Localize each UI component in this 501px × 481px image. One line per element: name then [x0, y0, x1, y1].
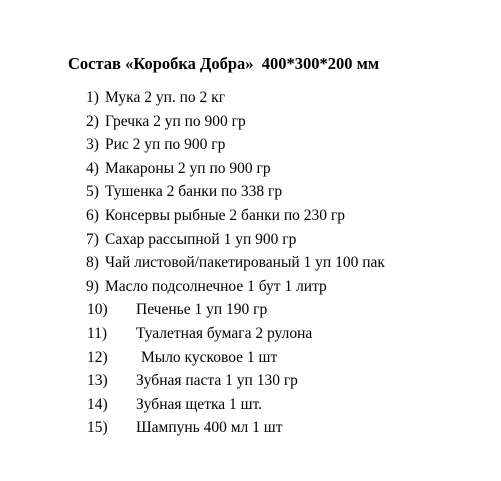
list-item-number: 10)	[87, 301, 108, 319]
contents-list	[0, 86, 501, 440]
list-item	[0, 346, 501, 370]
list-item	[0, 275, 501, 299]
list-item-text: Консервы рыбные 2 банки по 230 гр	[105, 206, 345, 224]
list-item-text: Мыло кусковое 1 шт	[141, 348, 278, 366]
list-item	[0, 298, 501, 322]
list-item	[0, 157, 501, 181]
list-item-number: 4)	[86, 159, 99, 177]
list-item-text: Шампунь 400 мл 1 шт	[136, 419, 283, 437]
list-item-text: Макароны 2 уп по 900 гр	[105, 159, 271, 177]
list-item-number: 11)	[87, 324, 108, 342]
list-item	[0, 393, 501, 417]
list-item	[0, 86, 501, 110]
list-item-text: Печенье 1 уп 190 гр	[136, 301, 268, 319]
list-item-text: Мука 2 уп. по 2 кг	[105, 89, 226, 106]
document-title: Состав «Коробка Добра» 400*300*200 мм	[68, 54, 380, 73]
list-item-number: 9)	[86, 277, 99, 295]
list-item	[0, 110, 501, 134]
list-item-number: 6)	[86, 206, 99, 224]
list-item-number: 3)	[86, 136, 99, 154]
list-item-number: 7)	[86, 230, 99, 248]
list-item	[0, 369, 501, 393]
list-item-text: Гречка 2 уп по 900 гр	[105, 112, 246, 130]
list-item	[0, 416, 501, 440]
list-item-number: 14)	[87, 395, 108, 413]
list-item	[0, 251, 501, 275]
list-item-number: 2)	[86, 112, 99, 130]
list-item	[0, 204, 501, 228]
list-item-text: Зубная паста 1 уп 130 гр	[136, 372, 298, 390]
list-item-number: 1)	[86, 89, 99, 106]
list-item-number: 13)	[87, 372, 108, 390]
list-item	[0, 180, 501, 204]
list-item-text: Тушенка 2 банки по 338 гр	[105, 183, 283, 201]
list-item-text: Сахар рассыпной 1 уп 900 гр	[105, 230, 297, 248]
list-item	[0, 322, 501, 346]
list-item-number: 15)	[87, 419, 108, 437]
list-item-number: 12)	[87, 348, 108, 366]
list-item-text: Масло подсолнечное 1 бут 1 литр	[105, 277, 327, 295]
list-item	[0, 133, 501, 157]
list-item-text: Рис 2 уп по 900 гр	[105, 136, 226, 154]
list-item-number: 8)	[86, 254, 99, 272]
list-item-number: 5)	[86, 183, 99, 201]
list-item	[0, 228, 501, 252]
list-item-text: Туалетная бумага 2 рулона	[136, 324, 313, 342]
list-item-text: Зубная щетка 1 шт.	[136, 395, 263, 413]
list-item-text: Чай листовой/пакетированый 1 уп 100 пак	[105, 254, 385, 272]
